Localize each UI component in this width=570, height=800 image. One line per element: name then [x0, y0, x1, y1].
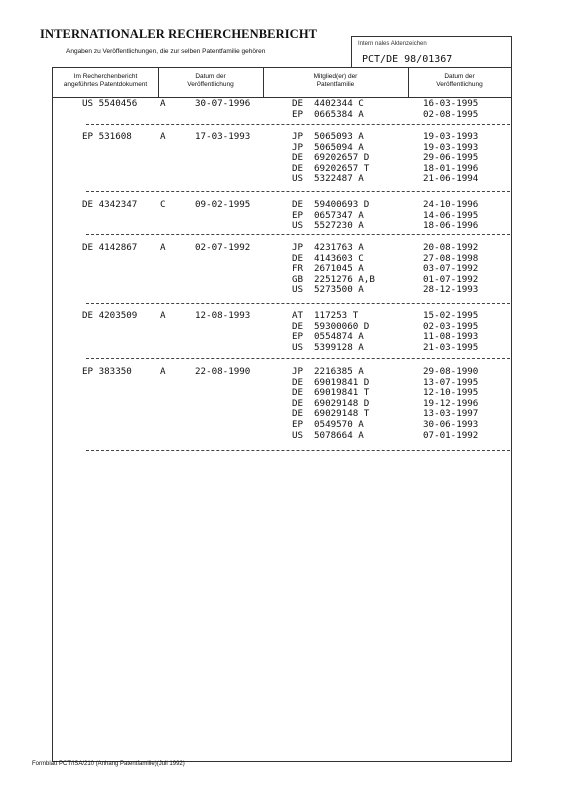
family-member-number: 4231763 A [314, 242, 364, 253]
family-member-date: 28-12-1993 [423, 284, 479, 296]
family-member-country: JP [292, 242, 304, 253]
family-member-number: 69029148 D [314, 397, 370, 409]
cited-document-kind: A [160, 98, 166, 109]
family-member-country: DE [292, 320, 304, 332]
family-member-date: 16-03-1995 [423, 98, 479, 109]
family-member-number: 5273500 A [314, 284, 364, 296]
family-member-date: 02-08-1995 [423, 108, 479, 120]
row-separator [86, 303, 510, 304]
family-member-number: 117253 T [314, 310, 359, 321]
family-member-date: 30-06-1993 [423, 419, 479, 430]
family-member-country: AT [292, 310, 304, 321]
family-member-date: 03-07-1992 [423, 263, 479, 275]
family-member-number: 69202657 T [314, 162, 370, 174]
cited-document-kind: A [160, 242, 166, 253]
cited-document-number: EP 531608 [82, 131, 132, 142]
family-member-country: US [292, 429, 304, 441]
family-member-number: 59300060 D [314, 320, 370, 332]
family-member-country: EP [292, 209, 304, 221]
family-member-country: EP [292, 419, 304, 430]
family-member-country: DE [292, 152, 304, 164]
family-member-date: 27-08-1998 [423, 252, 479, 264]
column-header-date: Datum der Veröffentlichung [187, 73, 234, 88]
family-member-country: US [292, 173, 304, 185]
column-header-document: Im Recherchenbericht angeführtes Patentdokument [63, 73, 148, 88]
cited-document-number: US 5540456 [82, 98, 138, 109]
family-member-date: 13-07-1995 [423, 376, 479, 388]
family-member-country: FR [292, 263, 304, 275]
family-member-number: 69019841 T [314, 387, 370, 399]
family-member-country: US [292, 220, 304, 232]
row-separator [86, 124, 510, 125]
cited-document-date: 09-02-1995 [195, 199, 251, 210]
family-member-country: DE [292, 98, 304, 109]
cited-document-date: 12-08-1993 [195, 310, 251, 321]
family-member-country: JP [292, 131, 304, 142]
family-member-number: 0665384 A [314, 108, 364, 120]
family-member-date: 07-01-1992 [423, 429, 479, 441]
family-member-number: 2216385 A [314, 366, 364, 377]
family-member-number: 2671045 A [314, 263, 364, 275]
family-member-date: 01-07-1992 [423, 273, 479, 285]
cited-document-number: DE 4142867 [82, 242, 138, 253]
family-member-date: 20-08-1992 [423, 242, 479, 253]
aktenzeichen-box [351, 36, 512, 68]
cited-document-number: DE 4203509 [82, 310, 138, 321]
cited-document-date: 17-03-1993 [195, 131, 251, 142]
column-header-family-date: Datum der Veröffentlichung [436, 73, 483, 88]
family-member-country: US [292, 341, 304, 353]
cited-document-number: DE 4342347 [82, 199, 138, 210]
family-member-number: 59400693 D [314, 199, 370, 210]
row-separator [86, 234, 510, 235]
cited-document-date: 02-07-1992 [195, 242, 251, 253]
cited-document-kind: A [160, 131, 166, 142]
family-member-country: US [292, 284, 304, 296]
family-member-date: 13-03-1997 [423, 408, 479, 420]
family-member-date: 02-03-1995 [423, 320, 479, 332]
family-member-number: 5078664 A [314, 429, 364, 441]
family-member-number: 69202657 D [314, 152, 370, 164]
family-member-date: 14-06-1995 [423, 209, 479, 221]
family-member-country: DE [292, 376, 304, 388]
family-member-number: 5322487 A [314, 173, 364, 185]
cited-document-kind: A [160, 366, 166, 377]
family-member-number: 5527230 A [314, 220, 364, 232]
family-member-country: DE [292, 252, 304, 264]
family-member-date: 24-10-1996 [423, 199, 479, 210]
family-member-country: EP [292, 108, 304, 120]
family-member-date: 29-08-1990 [423, 366, 479, 377]
family-member-country: DE [292, 408, 304, 420]
family-member-number: 2251276 A,B [314, 273, 375, 285]
family-member-number: 4143603 C [314, 252, 364, 264]
report-subtitle: Angaben zu Veröffentlichungen, die zur selben Patentfamilie gehören [66, 48, 266, 55]
family-member-number: 69029148 T [314, 408, 370, 420]
row-separator [86, 358, 510, 359]
family-member-date: 19-12-1996 [423, 397, 479, 409]
family-member-date: 15-02-1995 [423, 310, 479, 321]
cited-document-number: EP 383350 [82, 366, 132, 377]
family-member-country: DE [292, 199, 304, 210]
cited-document-kind: C [160, 199, 166, 210]
aktenzeichen-label: Intern nales Aktenzeichen [358, 41, 427, 47]
cited-document-date: 22-08-1990 [195, 366, 251, 377]
family-member-date: 11-08-1993 [423, 331, 479, 343]
family-member-country: JP [292, 141, 304, 153]
cited-document-date: 30-07-1996 [195, 98, 251, 109]
family-member-date: 18-06-1996 [423, 220, 479, 232]
family-member-date: 18-01-1996 [423, 162, 479, 174]
family-member-country: GB [292, 273, 304, 285]
family-member-date: 21-06-1994 [423, 173, 479, 185]
form-footer: Formblatt PCT/ISA/210 (Anhang Patentfamilie)(Juli 1992) [32, 761, 185, 767]
family-member-country: EP [292, 331, 304, 343]
family-member-number: 0657347 A [314, 209, 364, 221]
family-member-number: 0554874 A [314, 331, 364, 343]
family-member-date: 19-03-1993 [423, 141, 479, 153]
family-member-number: 0549570 A [314, 419, 364, 430]
family-member-number: 5399128 A [314, 341, 364, 353]
family-member-number: 5065093 A [314, 131, 364, 142]
column-header-family: Mitglied(er) der Patentfamilie [313, 73, 358, 88]
family-member-date: 29-06-1995 [423, 152, 479, 164]
family-member-country: DE [292, 162, 304, 174]
family-member-date: 12-10-1995 [423, 387, 479, 399]
report-title: INTERNATIONALER RECHERCHENBERICHT [40, 27, 318, 41]
aktenzeichen-value: PCT/DE 98/01367 [362, 54, 453, 65]
family-member-date: 19-03-1993 [423, 131, 479, 142]
row-separator [86, 450, 510, 451]
family-member-country: DE [292, 387, 304, 399]
family-member-number: 4402344 C [314, 98, 364, 109]
family-member-country: DE [292, 397, 304, 409]
family-member-date: 21-03-1995 [423, 341, 479, 353]
family-member-country: JP [292, 366, 304, 377]
cited-document-kind: A [160, 310, 166, 321]
family-member-number: 5065094 A [314, 141, 364, 153]
row-separator [86, 191, 510, 192]
family-member-number: 69019841 D [314, 376, 370, 388]
